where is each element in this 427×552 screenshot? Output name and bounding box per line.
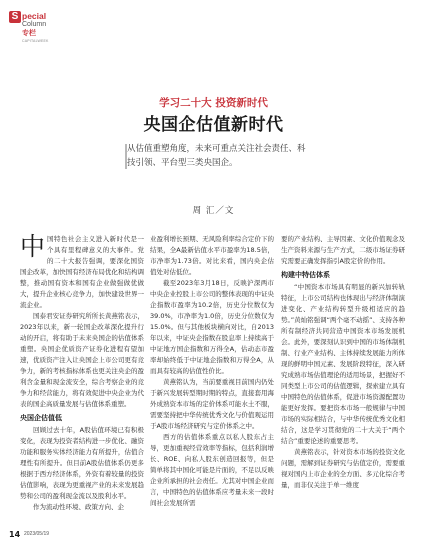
paragraph-text: 国特色社会主义进入新时代是一个具有里程碑意义的大事件。党的二十大报告强调，要深化国资国企改革，加快国有经济布局优化和结构调整，推动国有资本和国有企业做强做优做大，提升企业核心竞争力，加快建设世界一流企业。 [20,235,144,309]
issue-date: 2023/05/19 [24,531,50,537]
section-heading: 构建中特估体系 [281,271,330,279]
paragraph [20,234,144,311]
paragraph: 黄燕铭认为，当前要重视目前国内仍处于新兴发展转型期时期的特点，直接套用海外成熟资本市场的定价体系可能水土不服，需要坚持把中华传统优秀文化与价值观运用于A股市场经济研究与定价体系之中。 [150,378,274,430]
article-title: 央国企估值新时代 [143,115,284,135]
article-author: 周 汇／文 [192,206,235,216]
paragraph: 作为流动性环境、政策方向、企 [33,503,124,511]
badge-word-zh: 专栏 [22,29,36,37]
badge-s-icon: S [9,11,21,23]
paragraph: 黄燕铭表示，针对资本市场的投资文化问题，需解到证券研究与估值定价，需要重视对国内上市企业的全方面、多元化综合考量，而非仅关注于单一维度 [281,448,405,489]
badge-word-column: Column [22,21,47,28]
dropcap: 中 [20,232,46,261]
page-number: 14 [9,530,21,539]
paragraph: 要的产业结构、主导因素、文化价值观念及生产资料来源与生产方式，二级市场证券研究需要正确发挥指引A股定价的作用。 [281,235,405,265]
section-heading: 央国企估值低 [20,414,62,422]
body-column-1 [20,234,144,513]
body-column-2 [150,234,274,509]
article-kicker: 学习二十大 投资新时代 [159,97,268,109]
badge-tiny-text: CAPITALWEEK [22,39,49,43]
paragraph: 西方的估值体系重点以私人股东占主导，更加重视经营效率等指标，包括利润增长、ROE、向私人股东创造回报等，但是简单将其中国化可能是片面的，不足以反映企业所承担的社会责任。尤其对中国企业而言，中国特色的估值体系应考量未来一段时间社会发展所需 [150,433,274,507]
paragraph: “中国资本市场具有明显的新兴加转轨特征，上市公司结构也体现出与经济体制演进变化、产业结构转型升级相适应的趋势。”黄灿铭强调“两个毫不动摇”、支持各种所有制经济共同营造中国资本市场发展机会。此外，要深刻认识到中国的市场体制机制、行业产业结构、主体持续发展能力所体现的鲜明中国元素、发展阶段特征，深入研究成熟市场估值理论的适用场景，把握好不同类型上市公司的估值逻辑，探索建立具有中国特色的估值体系，促进市场资源配置功能更好发挥。要把资本市场一般规律与中国市场的实际相结合，与中华传统优秀文化相结合，这是学习贯彻党的二十大关于“两个结合”重要论述的重要思考。 [281,283,405,445]
paragraph: 业盈利增长预期、无风险利率综合定价下的结果，全A最新估值水平市盈率为18.5倍，市净率为1.73倍。对比来看，国内央企估值处对估低位。 [150,235,274,276]
badge-word-special: pecial [22,11,47,21]
article-summary: 从估值重塑角度，未来可重点关注社会责任、科技引领、平台型三类央国企。 [127,144,306,168]
paragraph: 截至2023年3月18日，反映沪深两市中央企业控股上市公司的整体表现的中证央企指数市盈率为10.2倍，历史分位数仅为39.0%，市净率为1.0倍，历史分位数仅为15.0%。但与其他板块横向对比，自2013年以来，中证央企指数在股息率上持续高于中证地方国企指数和万得全A，估动态市盈率却始终低于中证地企指数和万得全A，从而具有较高的估值性价比。 [150,279,274,375]
paragraph: 国泰君安证券研究所所长黄燕铭表示，2023年以来，新一轮国企改革深化提升行动的开启，将有助于未来央国企的估值体系重塑。央国企优质资产证券化进程有望加速，优质资产注入让央国企上市公司更有竞争力，新的考核指标体系也更关注央企的盈利含金量和现金流安全，综合考察企业的竞争力和经营能力，将有效促进中央企业为代表的国企高质量发展与估值体系重塑。 [20,312,144,408]
paragraph: 回顾过去十年，A股估值环境已有积极变化，表现为投资者结构进一步优化、融资功能和服务实体经济能力有所提升，估值合理性有所提升。但目前A股估值体系仍更多根据于西方经济体系，外资有着较量的投资估值影响，表现为更重视产业的未来发展趋势和公司的盈利现金流以及股利水平。 [20,426,144,500]
body-column-3 [281,234,405,491]
